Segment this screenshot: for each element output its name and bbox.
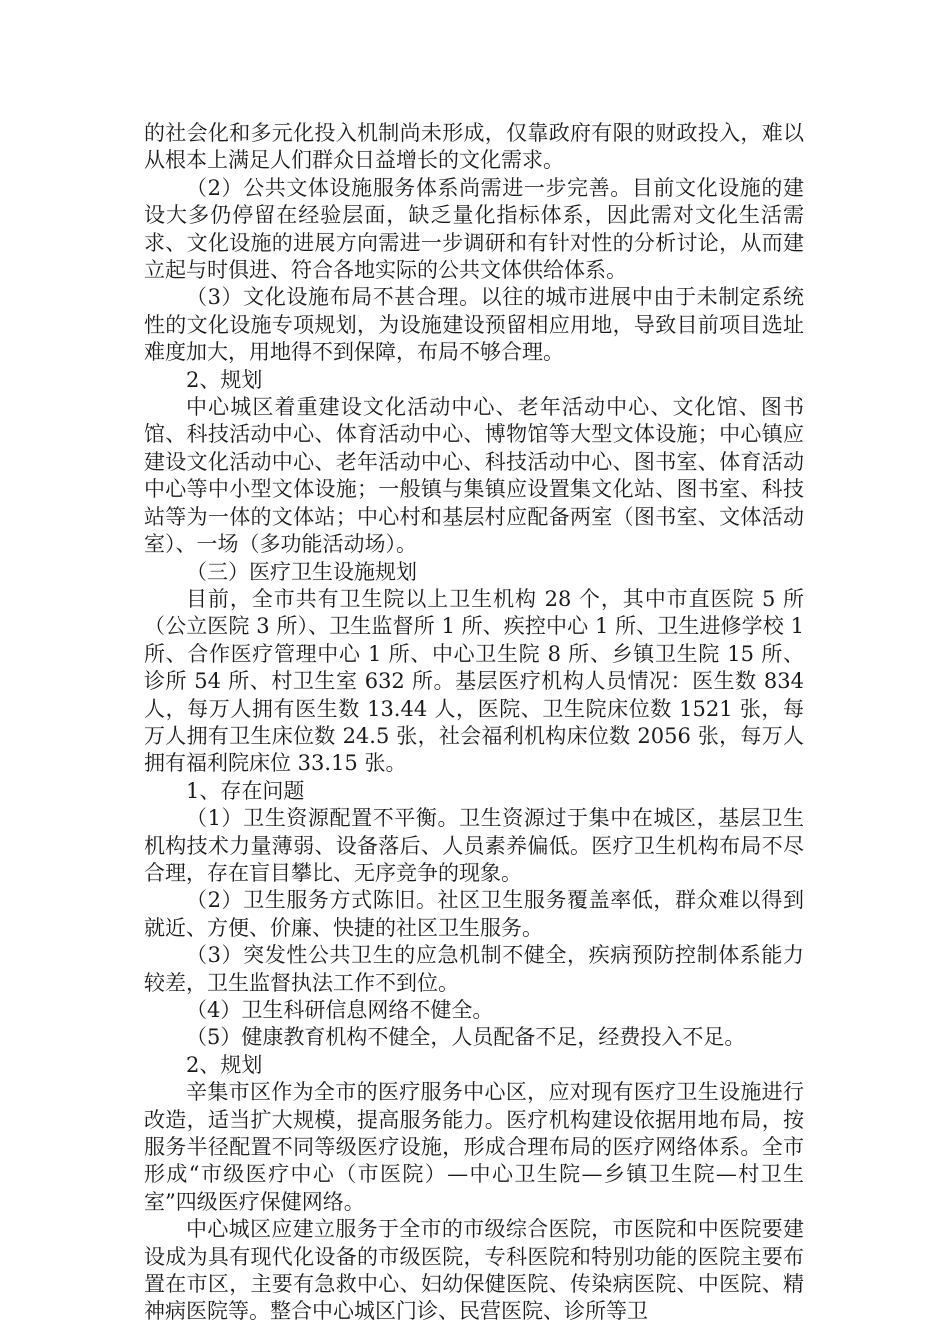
paragraph-medical-issue-1: （1）卫生资源配置不平衡。卫生资源过于集中在城区，基层卫生机构技术力量薄弱、设备落后、人员素养偏低。医疗卫生机构布局不尽合理，存在盲目攀比、无序竞争的现象。 <box>144 806 804 885</box>
paragraph-medical-status: 目前，全市共有卫生院以上卫生机构 28 个，其中市直医院 5 所（公立医院 3 所）、卫生监督所 1 所、疾控中心 1 所、卫生进修学校 1 所、合作医疗管理中心 1 所、中心卫生院 8 所、乡镇卫生院 15 所、诊所 54 所、村卫生室 632 所。基层医疗机构人员情况：医生数 834 人，每万人拥有医生数 13.44 人，医院、卫生院床位数 1521 张，每万人拥有卫生床位数 24.5 张，社会福利机构床位数 2056 张，每万人拥有福利院床位 33.15 张。 <box>144 586 804 776</box>
paragraph-medical-issue-3: （3）突发性公共卫生的应急机制不健全，疾病预防控制体系能力较差，卫生监督执法工作不到位。 <box>144 943 804 995</box>
heading-culture-planning: 2、规划 <box>186 367 263 392</box>
paragraph-culture-planning: 中心城区着重建设文化活动中心、老年活动中心、文化馆、图书馆、科技活动中心、体育活动中心、博物馆等大型文体设施；中心镇应建设文化活动中心、老年活动中心、科技活动中心、图书室、体育活动中心等中小型文体设施；一般镇与集镇应设置集文化站、图书室、科技站等为一体的文体站；中心村和基层村应配备两室（图书室、文体活动室）、一场（多功能活动场）。 <box>144 395 804 557</box>
section-heading-medical: （三）医疗卫生设施规划 <box>186 559 417 584</box>
paragraph-culture-issue-2: （2）公共文体设施服务体系尚需进一步完善。目前文化设施的建设大多仍停留在经验层面，缺乏量化指标体系，因此需对文化生活需求、文化设施的进展方向需进一步调研和有针对性的分析讨论，从而建立起与时俱进、符合各地实际的公共文体供给体系。 <box>144 175 804 283</box>
heading-medical-planning: 2、规划 <box>186 1052 263 1077</box>
paragraph-intro-continuation: 的社会化和多元化投入机制尚未形成，仅靠政府有限的财政投入，难以从根本上满足人们群众日益增长的文化需求。 <box>144 121 804 173</box>
document-page <box>144 120 804 1326</box>
heading-medical-issues: 1、存在问题 <box>186 778 305 803</box>
paragraph-medical-issue-4: （4）卫生科研信息网络不健全。 <box>186 998 494 1022</box>
paragraph-medical-planning-2: 中心城区应建立服务于全市的市级综合医院，市医院和中医院要建设成为具有现代化设备的市级医院，专科医院和特别功能的医院主要布置在市区，主要有急救中心、妇幼保健医院、传染病医院、中医院、精神病医院等。整合中心城区门诊、民营医院、诊所等卫 <box>144 1217 804 1324</box>
paragraph-culture-issue-3: （3）文化设施布局不甚合理。以往的城市进展中由于未制定系统性的文化设施专项规划，为设施建设预留相应用地，导致目前项目选址难度加大，用地得不到保障，布局不够合理。 <box>144 285 804 365</box>
paragraph-medical-issue-5: （5）健康教育机构不健全，人员配备不足，经费投入不足。 <box>186 1025 746 1050</box>
paragraph-medical-planning-1: 辛集市区作为全市的医疗服务中心区，应对现有医疗卫生设施进行改造，适当扩大规模，提高服务能力。医疗机构建设依据用地布局，按服务半径配置不同等级医疗设施，形成合理布局的医疗网络体系。全市形成“市级医疗中心（市医院）—中心卫生院—乡镇卫生院—村卫生室”四级医疗保健网络。 <box>144 1080 804 1214</box>
paragraph-medical-issue-2: （2）卫生服务方式陈旧。社区卫生服务覆盖率低，群众难以得到就近、方便、价廉、快捷的社区卫生服务。 <box>144 888 804 940</box>
